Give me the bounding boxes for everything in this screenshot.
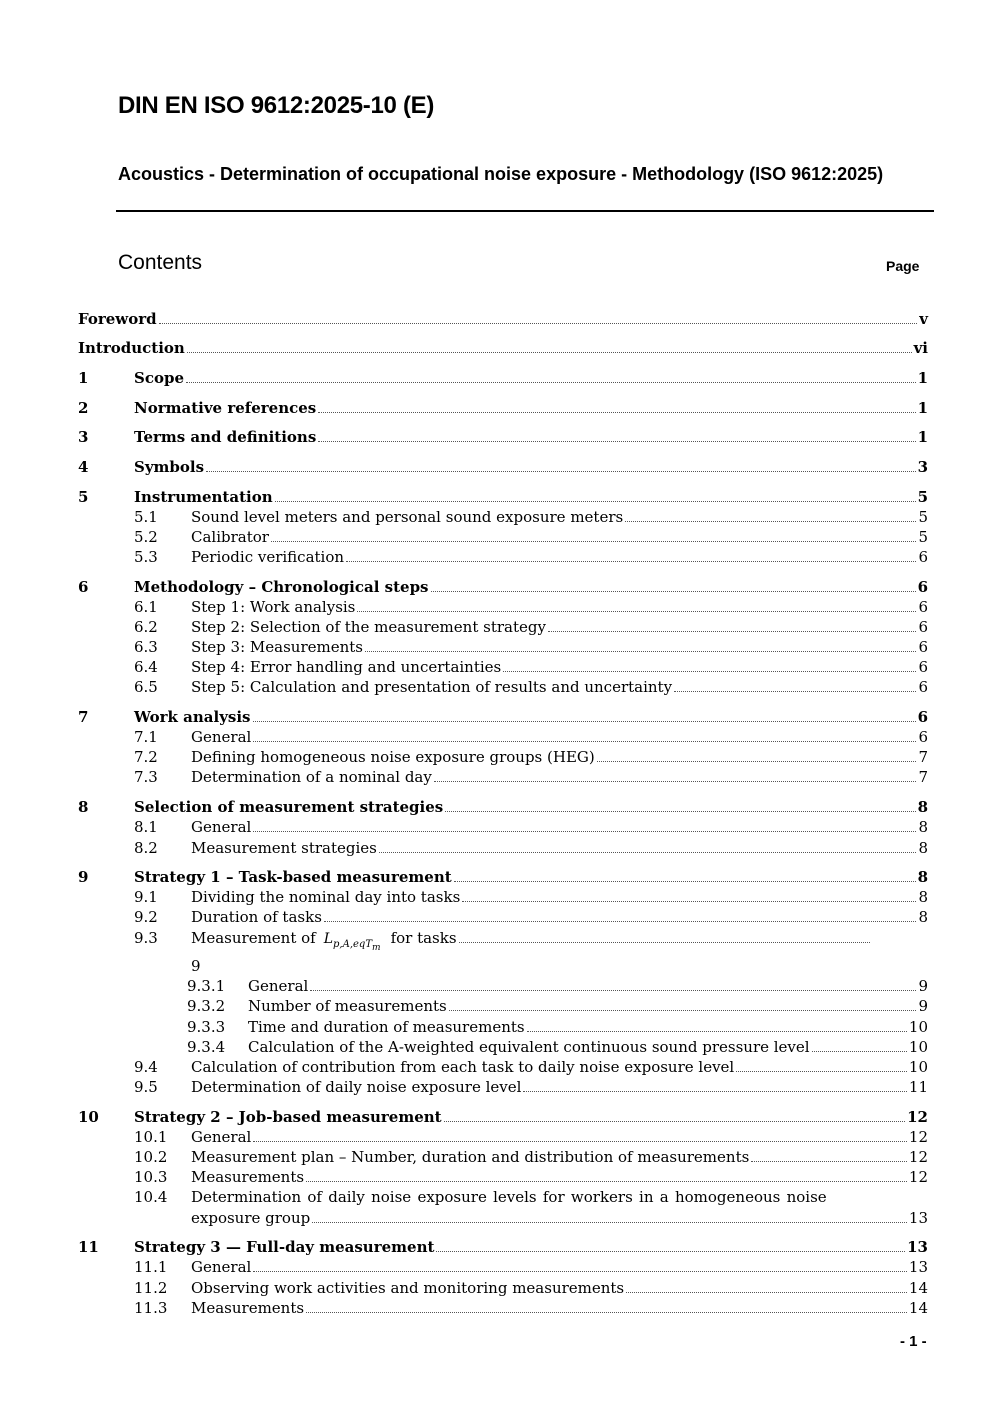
toc-number: 11.3	[134, 1299, 168, 1317]
toc-number: 10.3	[134, 1168, 168, 1186]
toc-label: Calibrator	[191, 528, 269, 546]
toc-page: 6	[918, 678, 928, 696]
dot-leader	[527, 1019, 907, 1032]
toc-number: 9.2	[134, 908, 158, 926]
toc-label: Foreword	[78, 310, 157, 328]
toc-page: 10	[908, 1018, 928, 1036]
toc-label: Periodic verification	[191, 548, 345, 566]
toc-entry-9-3[interactable]	[134, 928, 872, 953]
toc-entry-11[interactable]	[78, 1237, 928, 1257]
document-subtitle: Acoustics - Determination of occupational noise exposure - Methodology (ISO 9612:2025)	[118, 164, 884, 184]
toc-number: 11.1	[134, 1258, 168, 1276]
toc-label: General	[191, 818, 252, 836]
toc-number: 7.2	[134, 748, 158, 766]
toc-number: 9.4	[134, 1058, 158, 1076]
dot-leader	[275, 489, 916, 502]
toc-label: Calculation of the A-weighted equivalent continuous sound pressure level	[248, 1038, 810, 1056]
toc-entry-7[interactable]	[78, 707, 928, 727]
dot-leader	[253, 709, 916, 722]
toc-label: General	[191, 1128, 252, 1146]
toc-page: 1	[917, 369, 928, 387]
toc-number: 8	[78, 798, 89, 816]
toc-entry-4[interactable]	[78, 457, 928, 477]
toc-page: 8	[918, 818, 928, 836]
dot-leader	[318, 400, 915, 413]
toc-page: 6	[917, 578, 928, 596]
toc-number: 6.2	[134, 618, 158, 636]
toc-label: Number of measurements	[248, 997, 447, 1015]
dot-leader	[445, 799, 915, 812]
toc-label-suffix: for tasks	[390, 929, 457, 947]
toc-entry-6[interactable]	[78, 577, 928, 597]
dot-leader	[318, 429, 915, 442]
toc-page: 11	[908, 1078, 928, 1096]
dot-leader	[357, 599, 916, 612]
toc-entry-7-2[interactable]	[134, 747, 928, 767]
dot-leader	[159, 311, 918, 324]
toc-page: 8	[918, 888, 928, 906]
toc-entry-10-3[interactable]	[134, 1167, 928, 1187]
toc-entry-5-1[interactable]	[134, 507, 928, 527]
toc-page: 5	[918, 528, 928, 546]
toc-entry-foreword[interactable]	[78, 309, 928, 329]
toc-entry-introduction[interactable]	[78, 338, 928, 358]
toc-number: 6.1	[134, 598, 158, 616]
toc-entry-9-2[interactable]	[134, 907, 928, 927]
toc-number: 11.2	[134, 1279, 168, 1297]
toc-label: Measurements	[191, 1168, 305, 1186]
toc-label: Measurement plan – Number, duration and distribution of measurements	[191, 1148, 750, 1166]
dot-leader	[548, 619, 917, 632]
toc-label: Step 2: Selection of the measurement strategy	[191, 618, 546, 636]
toc-label: Measurement strategies	[191, 839, 377, 857]
toc-entry-10-4[interactable]	[134, 1187, 872, 1207]
toc-number: 1	[78, 369, 89, 387]
toc-label: Step 4: Error handling and uncertainties	[191, 658, 502, 676]
toc-page: 14	[908, 1299, 928, 1317]
toc-number: 7.3	[134, 768, 158, 786]
toc-number: 3	[78, 428, 89, 446]
dot-leader	[346, 549, 916, 562]
toc-label: Scope	[134, 369, 185, 387]
toc-number: 5.1	[134, 508, 158, 526]
toc-page: 12	[908, 1148, 928, 1166]
toc-entry-9-4[interactable]	[134, 1057, 928, 1077]
toc-page: 8	[917, 868, 928, 886]
toc-page: 10	[908, 1058, 928, 1076]
toc-number: 9.3	[134, 929, 158, 947]
dot-leader	[365, 639, 916, 652]
toc-label: Symbols	[134, 458, 205, 476]
dot-leader	[312, 1210, 907, 1223]
dot-leader	[324, 909, 917, 922]
toc-page: 1	[917, 428, 928, 446]
toc-page: 13	[908, 1258, 928, 1276]
toc-number: 9	[78, 868, 89, 886]
toc-label: Time and duration of measurements	[248, 1018, 525, 1036]
toc-number: 9.3.1	[187, 977, 226, 995]
toc-page: 6	[917, 708, 928, 726]
dot-leader	[625, 509, 916, 522]
toc-number: 9.3.3	[187, 1018, 226, 1036]
toc-page: vi	[913, 339, 928, 357]
toc-entry-11-1[interactable]	[134, 1257, 928, 1277]
toc-page: 8	[918, 839, 928, 857]
dot-leader	[431, 579, 916, 592]
toc-number: 6.5	[134, 678, 158, 696]
toc-label: Sound level meters and personal sound exposure meters	[191, 508, 624, 526]
dot-leader	[253, 729, 916, 742]
toc-label: Calculation of contribution from each task to daily noise exposure level	[191, 1058, 735, 1076]
toc-page: 5	[917, 488, 928, 506]
toc-page: 14	[908, 1279, 928, 1297]
toc-label: Work analysis	[134, 708, 251, 726]
toc-entry-1[interactable]	[78, 368, 928, 388]
toc-entry-8[interactable]	[78, 797, 928, 817]
dot-leader	[379, 840, 917, 853]
toc-number: 2	[78, 399, 89, 417]
toc-label: General	[191, 1258, 252, 1276]
toc-page: 10	[908, 1038, 928, 1056]
toc-number: 6	[78, 578, 89, 596]
toc-number: 10.1	[134, 1128, 168, 1146]
toc-label: Determination of daily noise exposure levels for workers in a homogeneous noise	[191, 1188, 827, 1206]
dot-leader	[306, 1300, 907, 1313]
toc-number: 6.3	[134, 638, 158, 656]
toc-page: 6	[918, 638, 928, 656]
toc-entry-8-2[interactable]	[134, 838, 928, 858]
toc-label: General	[248, 977, 309, 995]
toc-entry-7-3[interactable]	[134, 767, 928, 787]
toc-entry-10-4-continued[interactable]	[191, 1208, 928, 1228]
toc-number: 4	[78, 458, 89, 476]
toc-label: Normative references	[134, 399, 317, 417]
toc-entry-3[interactable]	[78, 427, 928, 447]
toc-entry-6-2[interactable]	[134, 617, 928, 637]
toc-page: v	[919, 310, 928, 328]
dot-leader	[444, 1109, 906, 1122]
toc-number: 9.1	[134, 888, 158, 906]
toc-entry-5[interactable]	[78, 487, 928, 507]
toc-number: 8.2	[134, 839, 158, 857]
toc-number: 7.1	[134, 728, 158, 746]
toc-number: 5.3	[134, 548, 158, 566]
toc-entry-9-3-3[interactable]	[187, 1017, 928, 1037]
toc-entry-9[interactable]	[78, 867, 928, 887]
dot-leader	[674, 679, 916, 692]
toc-page: 1	[917, 399, 928, 417]
toc-page: 12	[908, 1168, 928, 1186]
dot-leader	[751, 1149, 907, 1162]
dot-leader	[812, 1039, 907, 1052]
dot-leader	[459, 930, 870, 943]
toc-entry-9-3-4[interactable]	[187, 1037, 928, 1057]
toc-number: 9.5	[134, 1078, 158, 1096]
toc-page: 7	[918, 768, 928, 786]
toc-entry-10-2[interactable]	[134, 1147, 928, 1167]
dot-leader	[449, 998, 917, 1011]
toc-label: exposure group	[191, 1209, 311, 1227]
toc-page: 6	[918, 598, 928, 616]
toc-label: General	[191, 728, 252, 746]
toc-entry-11-2[interactable]	[134, 1278, 928, 1298]
toc-entry-6-4[interactable]	[134, 657, 928, 677]
toc-entry-5-2[interactable]	[134, 527, 928, 547]
toc-entry-11-3[interactable]	[134, 1298, 928, 1318]
toc-label: Instrumentation	[134, 488, 273, 506]
toc-label: Dividing the nominal day into tasks	[191, 888, 461, 906]
toc-entry-6-3[interactable]	[134, 637, 928, 657]
dot-leader	[434, 769, 917, 782]
toc-page: 13	[907, 1238, 928, 1256]
toc-number: 8.1	[134, 818, 158, 836]
level-formula: $L_{p,A,eqT_m}$	[323, 931, 381, 953]
toc-label: Defining homogeneous noise exposure groups (HEG)	[191, 748, 595, 766]
toc-page: 12	[908, 1128, 928, 1146]
toc-page: 6	[918, 618, 928, 636]
dot-leader	[454, 869, 916, 882]
dot-leader	[253, 1259, 907, 1272]
toc-label: Measurement of	[191, 929, 316, 947]
toc-entry-10-1[interactable]	[134, 1127, 928, 1147]
toc-label: Step 1: Work analysis	[191, 598, 356, 616]
toc-number: 6.4	[134, 658, 158, 676]
toc-entry-8-1[interactable]	[134, 817, 928, 837]
toc-label: Selection of measurement strategies	[134, 798, 444, 816]
dot-leader	[187, 340, 912, 353]
document-title: DIN EN ISO 9612:2025-10 (E)	[118, 92, 435, 119]
toc-page: 9	[918, 977, 928, 995]
toc-label: Terms and definitions	[134, 428, 317, 446]
dot-leader	[310, 978, 916, 991]
toc-page: 9	[918, 997, 928, 1015]
toc-number: 11	[78, 1238, 99, 1256]
dot-leader	[306, 1169, 907, 1182]
toc-page: 8	[917, 798, 928, 816]
dot-leader	[462, 889, 916, 902]
toc-label: Measurements	[191, 1299, 305, 1317]
dot-leader	[597, 749, 917, 762]
dot-leader	[206, 459, 916, 472]
toc-number: 10.2	[134, 1148, 168, 1166]
toc-entry-9-1[interactable]	[134, 887, 928, 907]
toc-label: Duration of tasks	[191, 908, 322, 926]
dot-leader	[253, 1129, 907, 1142]
dot-leader	[626, 1280, 907, 1293]
dot-leader	[253, 819, 916, 832]
toc-entry-10[interactable]	[78, 1107, 928, 1127]
toc-page: 5	[918, 508, 928, 526]
toc-page: 13	[908, 1209, 928, 1227]
toc-entry-9-3-2[interactable]	[187, 996, 928, 1016]
toc-entry-9-3-1[interactable]	[187, 976, 928, 996]
toc-number: 5	[78, 488, 89, 506]
toc-page: 3	[917, 458, 928, 476]
page-column-heading: Page	[886, 258, 920, 274]
toc-page: 6	[918, 548, 928, 566]
toc-page: 6	[918, 658, 928, 676]
toc-label: Introduction	[78, 339, 185, 357]
contents-heading: Contents	[118, 251, 203, 274]
toc-page: 12	[907, 1108, 928, 1126]
dot-leader	[503, 659, 916, 672]
toc-number: 9.3.4	[187, 1038, 226, 1056]
toc-number: 7	[78, 708, 89, 726]
toc-label: Step 5: Calculation and presentation of results and uncertainty	[191, 678, 673, 696]
toc-number: 9.3.2	[187, 997, 226, 1015]
toc-label: Determination of daily noise exposure level	[191, 1078, 522, 1096]
toc-entry-2[interactable]	[78, 398, 928, 418]
toc-label: Determination of a nominal day	[191, 768, 432, 786]
toc-page: 8	[918, 908, 928, 926]
toc-page: 7	[918, 748, 928, 766]
dot-leader	[186, 370, 916, 383]
dot-leader	[736, 1059, 907, 1072]
toc-entry-5-3[interactable]	[134, 547, 928, 567]
toc-number: 5.2	[134, 528, 158, 546]
toc-page-9-3: 9	[191, 957, 201, 975]
dot-leader	[436, 1239, 905, 1252]
toc-label: Strategy 3 — Full-day measurement	[134, 1238, 435, 1256]
toc-label: Methodology – Chronological steps	[134, 578, 429, 596]
toc-number: 10.4	[134, 1188, 168, 1206]
toc-entry-6-5[interactable]	[134, 677, 928, 697]
toc-label: Strategy 1 – Task-based measurement	[134, 868, 452, 886]
toc-number: 10	[78, 1108, 99, 1126]
page-number: - 1 -	[900, 1333, 927, 1350]
dot-leader	[523, 1079, 906, 1092]
toc-label: Step 3: Measurements	[191, 638, 363, 656]
toc-label: Strategy 2 – Job-based measurement	[134, 1108, 442, 1126]
toc-entry-7-1[interactable]	[134, 727, 928, 747]
dot-leader	[271, 529, 916, 542]
toc-label: Observing work activities and monitoring measurements	[191, 1279, 625, 1297]
toc-page: 6	[918, 728, 928, 746]
toc-entry-6-1[interactable]	[134, 597, 928, 617]
toc-entry-9-5[interactable]	[134, 1077, 928, 1097]
